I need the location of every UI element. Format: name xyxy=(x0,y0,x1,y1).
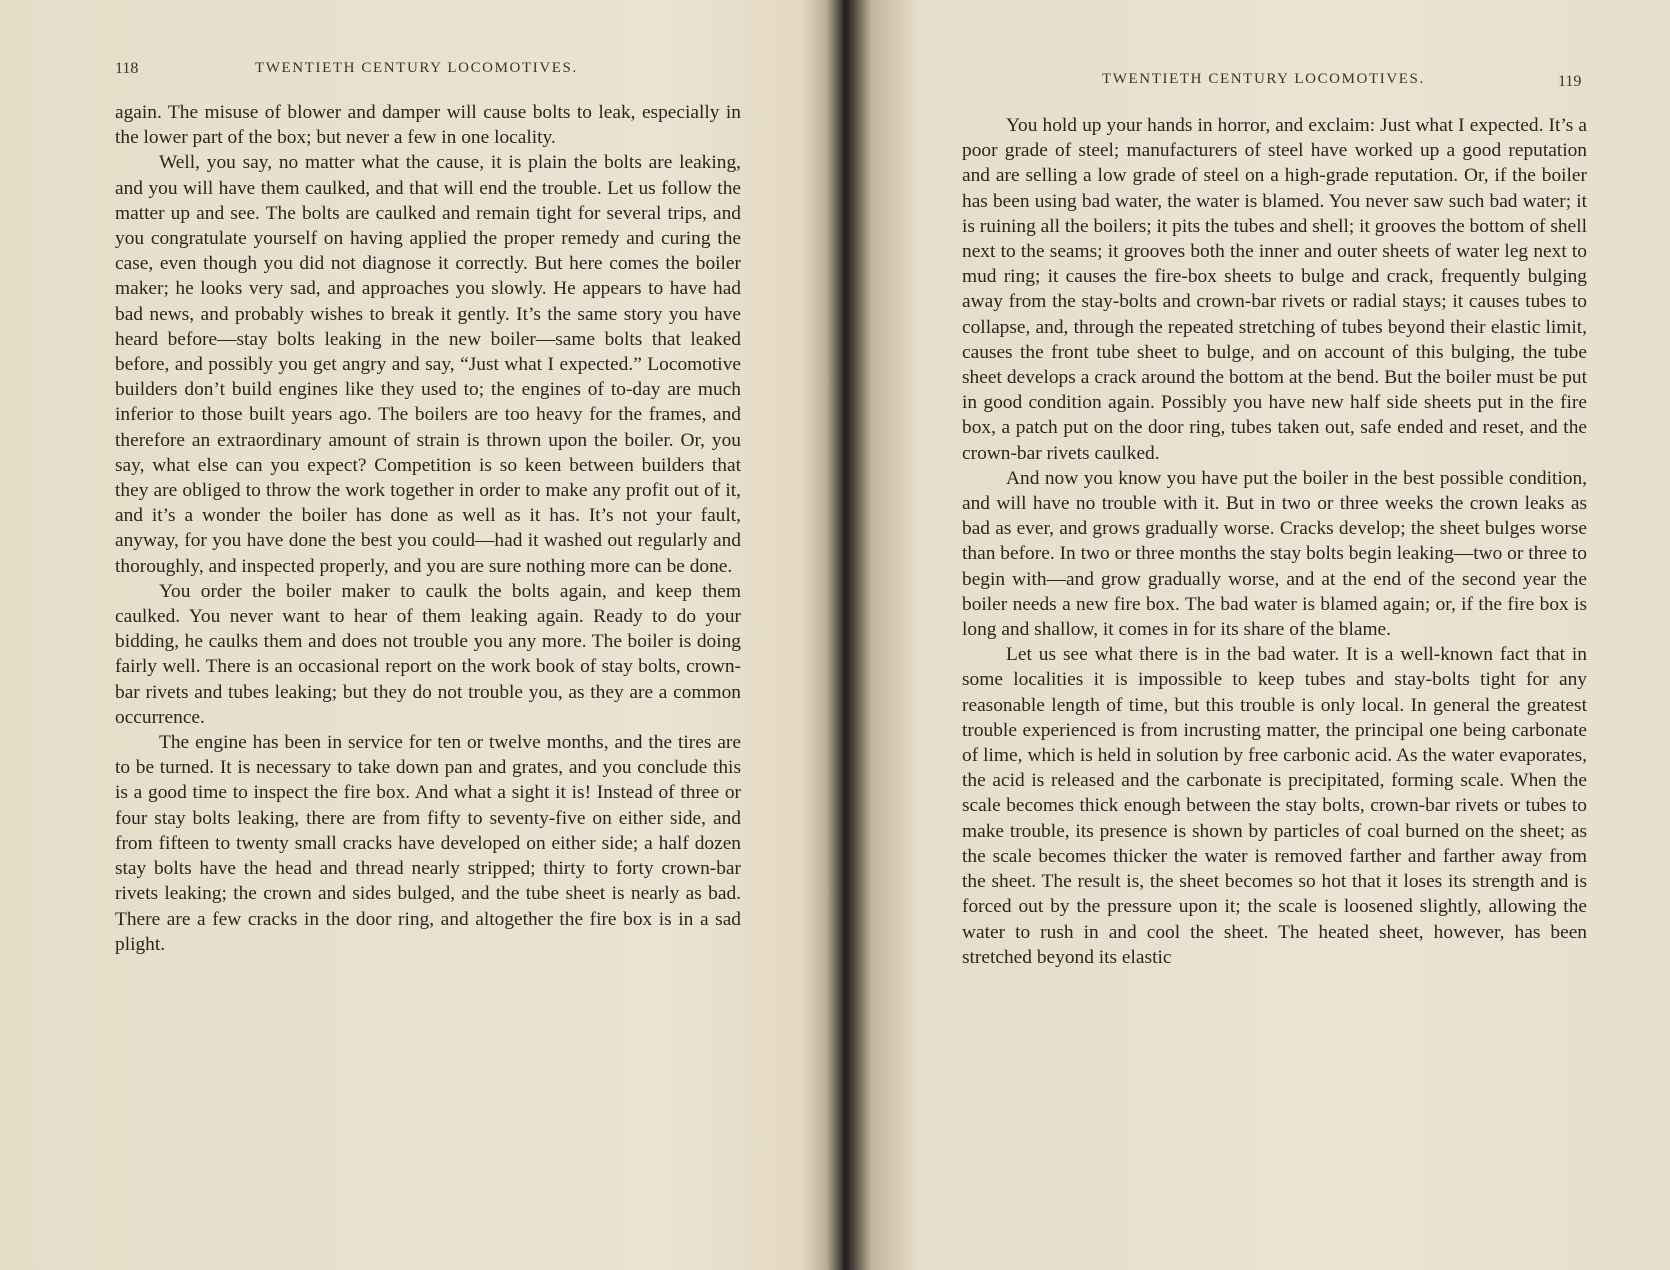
paragraph: You order the boiler maker to caulk the bolts again, and keep them caulked. You never want to hear of them leaking again. Ready to do your bidding, he caulks them and does not trouble you any more. The boiler is doing fairly well. There is an occasional report on the work book of stay bolts, crown-bar rivets and tubes leaking; but they do not trouble you, as they are a common occurrence. xyxy=(115,580,741,728)
paragraph: And now you know you have put the boiler in the best possible condition, and will have no trouble with it. But in two or three weeks the crown leaks as bad as ever, and grows gradually worse. Cracks develop; the sheet bulges worse than before. In two or three months the stay bolts begin leaking—two or three to begin with—and grow gradually worse, and at the end of the second year the boiler needs a new fire box. The bad water is blamed again; or, if the fire box is long and shallow, it comes in for its share of the blame. xyxy=(962,467,1587,641)
page-number: 119 xyxy=(1558,73,1582,90)
left-page xyxy=(0,0,820,1270)
body-text xyxy=(962,113,1587,970)
running-head: TWENTIETH CENTURY LOCOMOTIVES. xyxy=(1102,71,1425,87)
page-number: 118 xyxy=(115,60,139,77)
running-head: TWENTIETH CENTURY LOCOMOTIVES. xyxy=(255,60,578,76)
paragraph: The engine has been in service for ten or twelve months, and the tires are to be turned. It is necessary to take down pan and grates, and you conclude this is a good time to inspect the fire box. And what a sight it is! Instead of three or four stay bolts leaking, there are from fifty to seventy-five on either side, and from fifteen to twenty small cracks have developed on either side; a half dozen stay bolts have the head and thread nearly stripped; thirty to forty crown-bar rivets leaking; the crown and sides bulged, and the tube sheet is nearly as bad. There are a few cracks in the door ring, and altogether the fire box is in a sad plight. xyxy=(115,732,741,955)
paragraph: You hold up your hands in horror, and exclaim: Just what I expected. It’s a poor grade of steel; manufacturers of steel have worked up a good reputation and are selling a low grade of steel on a high-grade reputation. Or, if the boiler has been using bad water, the water is blamed. You never saw such bad water; it is ruining all the boilers; it pits the tubes and shell; it grooves the bottom of shell next to the seams; it grooves both the inner and outer sheets of water leg next to mud ring; it causes the fire-box sheets to bulge and crack, frequently bulging away from the stay-bolts and crown-bar rivets or radial stays; it causes tubes to collapse, and, through the repeated stretching of tubes beyond their elastic limit, causes the front tube sheet to bulge, and on account of this bulging, the tube sheet develops a crack around the bottom at the bend. But the boiler must be put in good condition again. Possibly you have new half side sheets put in the fire box, a patch put on the door ring, tubes taken out, safe ended and reset, and the crown-bar rivets caulked. xyxy=(962,115,1587,464)
right-page xyxy=(850,0,1670,1270)
paragraph: again. The misuse of blower and damper will cause bolts to leak, especially in the lower part of the box; but never a few in one locality. xyxy=(115,102,741,149)
body-text xyxy=(115,100,741,957)
paragraph: Let us see what there is in the bad water. It is a well-known fact that in some localities it is impossible to keep tubes and stay-bolts tight for any reasonable length of time, but this trouble is only local. In general the greatest trouble experienced is from incrusting matter, the principal one being carbonate of lime, which is held in solution by free carbonic acid. As the water evaporates, the acid is released and the carbonate is precipitated, forming scale. When the scale becomes thick enough between the stay bolts, crown-bar rivets or tubes to make trouble, its presence is shown by particles of coal burned on the sheet; as the scale becomes thicker the water is removed farther and farther away from the sheet. The result is, the sheet becomes so hot that it loses its strength and is forced out by the pressure upon it; the scale is loosened slightly, allowing the water to rush in and cool the sheet. The heated sheet, however, has been stretched beyond its elastic xyxy=(962,644,1587,968)
paragraph: Well, you say, no matter what the cause, it is plain the bolts are leaking, and you will have them caulked, and that will end the trouble. Let us follow the matter up and see. The bolts are caulked and remain tight for several trips, and you congratulate yourself on having applied the proper remedy and curing the case, even though you did not diagnose it correctly. But here comes the boiler maker; he looks very sad, and approaches you slowly. He appears to have had bad news, and probably wishes to break it gently. It’s the same story you have heard before—stay bolts leaking in the new boiler—same bolts that leaked before, and possibly you get angry and say, “Just what I expected.” Locomotive builders don’t build engines like they used to; the engines of to-day are much inferior to those built years ago. The boilers are too heavy for the frames, and therefore an extraordinary amount of strain is thrown upon the boiler. Or, you say, what else can you expect? Competition is so keen between builders that they are obliged to throw the work together in order to make any profit out of it, and it’s a wonder the boiler has done as well as it has. It’s not your fault, anyway, for you have done the best you could—had it washed out regularly and thoroughly, and inspected properly, and you are sure nothing more can be done. xyxy=(115,152,741,577)
